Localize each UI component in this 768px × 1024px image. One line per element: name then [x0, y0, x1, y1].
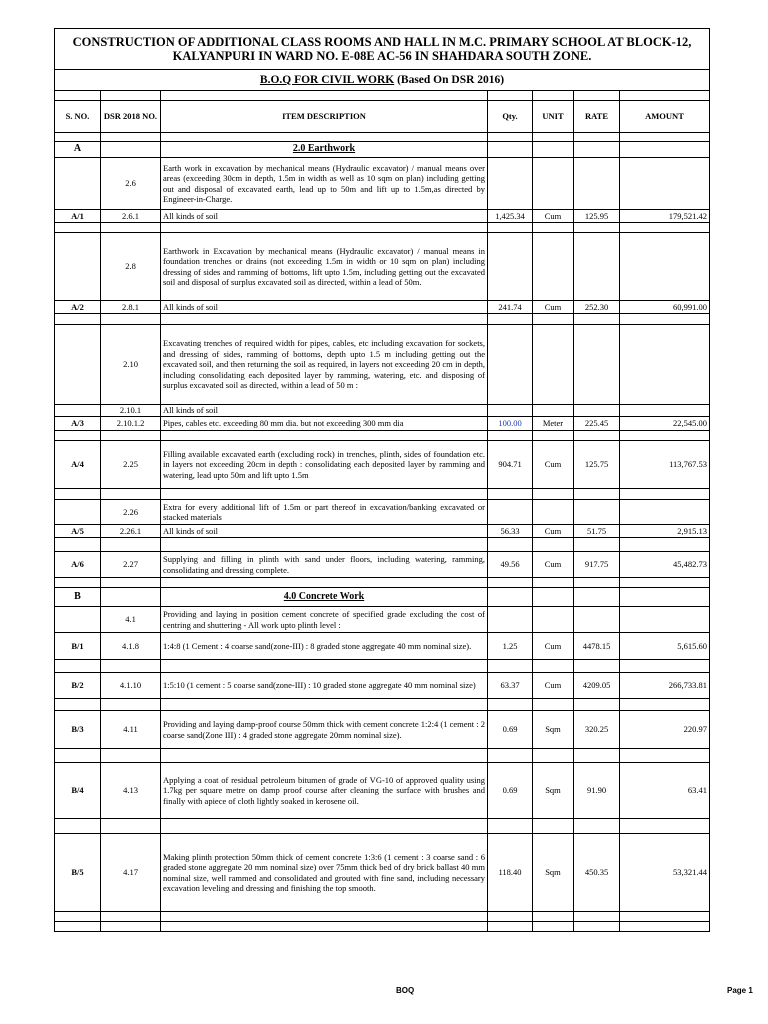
cell-amount	[620, 578, 710, 588]
cell-sno	[55, 233, 101, 301]
cell-rate: 320.25	[574, 711, 620, 749]
col-header-unit: UNIT	[533, 101, 574, 133]
cell-sno: A/3	[55, 417, 101, 431]
spacer-row	[55, 489, 710, 500]
cell-qty	[488, 578, 533, 588]
cell-description: Supplying and filling in plinth with sand under floors, including watering, ramming, consolidating and dressing complete.	[161, 552, 488, 578]
cell-amount	[620, 819, 710, 834]
cell-amount	[620, 223, 710, 233]
table-row	[55, 607, 710, 633]
cell-sno: A/4	[55, 441, 101, 489]
cell-sno	[55, 158, 101, 210]
cell-dsr	[101, 223, 161, 233]
cell-rate	[574, 223, 620, 233]
cell-description: 1:4:8 (1 Cement : 4 coarse sand(zone-III) : 8 graded stone aggregate 40 mm nominal size).	[161, 633, 488, 660]
cell-dsr: 2.27	[101, 552, 161, 578]
cell-amount: 220.97	[620, 711, 710, 749]
cell-sno	[55, 922, 101, 932]
cell-amount	[620, 405, 710, 417]
cell-description: Earthwork in Excavation by mechanical means (Hydraulic excavator) / manual means in foundation trenches or drains (not exceeding 1.5m in width or 10 sqm on plan) including dressing of sides and ramming of bottoms, lift upto 1.5m, including getting out the excavated soil and disposal of surplus excavated soil as directed, within a lead of 50m.	[161, 233, 488, 301]
cell-rate	[574, 588, 620, 607]
spacer-row	[55, 922, 710, 932]
cell-qty	[488, 749, 533, 763]
cell-qty	[488, 142, 533, 158]
cell-unit: Sqm	[533, 763, 574, 819]
cell-rate	[574, 749, 620, 763]
cell-amount: 53,321.44	[620, 834, 710, 912]
spacer-row	[55, 699, 710, 711]
cell-description	[161, 489, 488, 500]
cell-qty: 904.71	[488, 441, 533, 489]
table-row	[55, 158, 710, 210]
cell-dsr: 2.8	[101, 233, 161, 301]
section-row	[55, 142, 710, 158]
cell-description: Earth work in excavation by mechanical means (Hydraulic excavator) / manual means over areas (exceeding 30cm in depth, 1.5m in width as well as 10 sqm on plan) including getting out and disposal of excavated earth, lead up to 50m and lift up to 1.5m,as directed by Engineer-in-Charge.	[161, 158, 488, 210]
cell-dsr	[101, 912, 161, 922]
cell-amount: 45,482.73	[620, 552, 710, 578]
table-row	[55, 834, 710, 912]
cell-rate: 91.90	[574, 763, 620, 819]
cell-unit: Cum	[533, 441, 574, 489]
cell-amount	[620, 749, 710, 763]
cell-description	[161, 223, 488, 233]
cell-dsr: 4.1	[101, 607, 161, 633]
boq-sheet	[54, 28, 709, 956]
cell-rate	[574, 699, 620, 711]
title-row	[55, 29, 710, 70]
cell-description: Filling available excavated earth (excluding rock) in trenches, plinth, sides of foundation etc. in layers not exceeding 20cm in depth : consolidating each deposited layer by ramming and watering, lead upto 50m and lift upto 1.5m	[161, 441, 488, 489]
cell-sno: A	[55, 142, 101, 158]
cell-sno	[55, 538, 101, 552]
cell-qty	[488, 922, 533, 932]
cell-qty: 49.56	[488, 552, 533, 578]
cell-sno	[55, 912, 101, 922]
cell-dsr	[101, 578, 161, 588]
cell-unit	[533, 314, 574, 325]
cell-unit	[533, 489, 574, 500]
cell-description: All kinds of soil	[161, 301, 488, 314]
cell-amount: 266,733.81	[620, 673, 710, 699]
cell-description	[161, 538, 488, 552]
cell-sno: A/1	[55, 210, 101, 223]
cell-unit	[533, 588, 574, 607]
table-row	[55, 673, 710, 699]
cell-sno	[55, 133, 101, 142]
cell-amount	[620, 133, 710, 142]
cell-unit: Cum	[533, 633, 574, 660]
cell-sno: A/5	[55, 525, 101, 538]
boq-title-main: B.O.Q FOR CIVIL WORK	[259, 73, 395, 86]
cell-qty	[488, 314, 533, 325]
cell-amount	[620, 158, 710, 210]
boq-title-suffix: (Based On DSR 2016)	[394, 73, 505, 86]
cell-qty	[488, 607, 533, 633]
cell-sno	[55, 699, 101, 711]
cell-dsr: 2.8.1	[101, 301, 161, 314]
cell-sno	[55, 489, 101, 500]
cell-qty: 100.00	[488, 417, 533, 431]
cell-dsr: 2.26	[101, 500, 161, 525]
cell-description	[161, 749, 488, 763]
col-header-rate: RATE	[574, 101, 620, 133]
cell-qty	[488, 233, 533, 301]
cell-rate: 4209.05	[574, 673, 620, 699]
cell-description	[161, 133, 488, 142]
cell-dsr: 2.6	[101, 158, 161, 210]
cell-amount	[620, 314, 710, 325]
table-row	[55, 417, 710, 431]
table-row	[55, 525, 710, 538]
cell-qty	[488, 588, 533, 607]
cell-amount	[620, 142, 710, 158]
cell-dsr	[101, 749, 161, 763]
cell-dsr: 2.10.1.2	[101, 417, 161, 431]
section-row	[55, 588, 710, 607]
cell-amount: 113,767.53	[620, 441, 710, 489]
cell-amount: 2,915.13	[620, 525, 710, 538]
cell-qty	[488, 500, 533, 525]
cell-dsr: 4.17	[101, 834, 161, 912]
cell-qty	[488, 819, 533, 834]
cell-rate	[574, 922, 620, 932]
cell-unit: Cum	[533, 301, 574, 314]
cell-amount	[620, 607, 710, 633]
cell-sno	[55, 607, 101, 633]
cell-description: All kinds of soil	[161, 525, 488, 538]
cell-sno	[55, 819, 101, 834]
cell-qty	[488, 405, 533, 417]
cell-rate	[574, 133, 620, 142]
cell-rate	[574, 538, 620, 552]
cell-amount: 63.41	[620, 763, 710, 819]
cell-unit	[533, 431, 574, 441]
cell-rate: 450.35	[574, 834, 620, 912]
cell-rate	[574, 912, 620, 922]
spacer-row	[55, 314, 710, 325]
cell-unit	[533, 405, 574, 417]
cell-rate	[574, 819, 620, 834]
table-row	[55, 233, 710, 301]
cell-sno: B/4	[55, 763, 101, 819]
cell-description	[161, 912, 488, 922]
cell-sno	[55, 500, 101, 525]
cell-amount	[620, 489, 710, 500]
cell-description	[161, 431, 488, 441]
cell-description: All kinds of soil	[161, 210, 488, 223]
cell-amount: 5,615.60	[620, 633, 710, 660]
cell-qty	[488, 223, 533, 233]
cell-unit: Cum	[533, 552, 574, 578]
cell-description: Excavating trenches of required width for pipes, cables, etc including excavation for sockets, and dressing of sides, ramming of bottoms, depth upto 1.5 m including getting out the excavated soil, and then returning the soil as required, in layers not exceeding 20 cm in depth, including consolidating each deposited layer by ramming, watering, etc. and disposing of surplus excavated soil as directed, within a lead of 50 m :	[161, 325, 488, 405]
col-header-amount: AMOUNT	[620, 101, 710, 133]
cell-unit	[533, 133, 574, 142]
cell-unit	[533, 578, 574, 588]
table-row	[55, 405, 710, 417]
cell-rate	[574, 405, 620, 417]
cell-amount	[620, 922, 710, 932]
cell-description	[161, 314, 488, 325]
table-row	[55, 500, 710, 525]
cell-unit: Cum	[533, 210, 574, 223]
cell-sno: B/5	[55, 834, 101, 912]
cell-amount: 60,991.00	[620, 301, 710, 314]
cell-dsr	[101, 431, 161, 441]
cell-qty	[488, 133, 533, 142]
cell-dsr	[101, 314, 161, 325]
cell-sno	[55, 578, 101, 588]
cell-unit	[533, 922, 574, 932]
cell-unit	[533, 158, 574, 210]
cell-amount: 22,545.00	[620, 417, 710, 431]
cell-qty: 118.40	[488, 834, 533, 912]
cell-rate	[574, 431, 620, 441]
table-row	[55, 711, 710, 749]
cell-unit	[533, 538, 574, 552]
cell-dsr	[101, 538, 161, 552]
cell-dsr: 4.11	[101, 711, 161, 749]
cell-qty: 0.69	[488, 763, 533, 819]
cell-unit	[533, 660, 574, 673]
cell-unit	[533, 233, 574, 301]
cell-amount	[620, 233, 710, 301]
boq-title	[55, 70, 710, 91]
cell-description: Making plinth protection 50mm thick of cement concrete 1:3:6 (1 cement : 3 coarse sand : 6 graded stone aggregate 20 mm nominal size) over 75mm thick bed of dry brick ballast 40 mm nominal size, well rammed and consolidated and grouted with fine sand, including necessary excavation leveling and dressing and finishing the top smooth.	[161, 834, 488, 912]
cell-rate	[574, 314, 620, 325]
spacer-row	[55, 912, 710, 922]
cell-dsr: 2.10	[101, 325, 161, 405]
cell-qty: 1.25	[488, 633, 533, 660]
cell-sno	[55, 749, 101, 763]
spacer-row	[55, 538, 710, 552]
cell-sno	[55, 314, 101, 325]
cell-dsr: 2.26.1	[101, 525, 161, 538]
cell-rate: 4478.15	[574, 633, 620, 660]
cell-qty	[488, 158, 533, 210]
spacer-row	[55, 91, 710, 101]
cell-qty	[488, 325, 533, 405]
cell-dsr: 2.25	[101, 441, 161, 489]
cell-rate	[574, 500, 620, 525]
cell-qty: 56.33	[488, 525, 533, 538]
cell-amount	[620, 660, 710, 673]
cell-dsr	[101, 489, 161, 500]
cell-unit: Sqm	[533, 834, 574, 912]
cell-dsr: 4.13	[101, 763, 161, 819]
spacer-row	[55, 578, 710, 588]
cell-sno	[55, 223, 101, 233]
cell-sno: B/2	[55, 673, 101, 699]
table-row	[55, 210, 710, 223]
col-header-qty: Qty.	[488, 101, 533, 133]
cell-dsr: 4.1.8	[101, 633, 161, 660]
cell-rate	[574, 489, 620, 500]
cell-sno: B/3	[55, 711, 101, 749]
cell-description: 2.0 Earthwork	[161, 142, 488, 158]
cell-sno	[55, 660, 101, 673]
cell-description: Pipes, cables etc. exceeding 80 mm dia. but not exceeding 300 mm dia	[161, 417, 488, 431]
cell-rate: 917.75	[574, 552, 620, 578]
cell-sno: A/2	[55, 301, 101, 314]
table-row	[55, 301, 710, 314]
cell-unit: Meter	[533, 417, 574, 431]
cell-description: Extra for every additional lift of 1.5m or part thereof in excavation/banking excavated or stacked materials	[161, 500, 488, 525]
footer-label: BOQ	[396, 986, 415, 995]
cell-unit	[533, 142, 574, 158]
cell-amount	[620, 431, 710, 441]
cell-amount	[620, 699, 710, 711]
cell-unit	[533, 223, 574, 233]
cell-dsr	[101, 922, 161, 932]
cell-amount	[620, 500, 710, 525]
cell-description: Providing and laying in position cement concrete of specified grade excluding the cost of centring and shuttering - All work upto plinth level :	[161, 607, 488, 633]
cell-sno	[55, 431, 101, 441]
boq-title-row	[55, 70, 710, 91]
cell-sno: B	[55, 588, 101, 607]
cell-sno: B/1	[55, 633, 101, 660]
cell-amount	[620, 588, 710, 607]
cell-qty	[488, 431, 533, 441]
cell-unit	[533, 912, 574, 922]
spacer-row	[55, 660, 710, 673]
table-row	[55, 763, 710, 819]
cell-description: Applying a coat of residual petroleum bitumen of grade of VG-10 of approved quality using 1.7kg per square metre on damp proof course after cleaning the surface with brushes and finally with apiece of cloth lightly soaked in kerosene oil.	[161, 763, 488, 819]
cell-qty: 241.74	[488, 301, 533, 314]
cell-rate	[574, 233, 620, 301]
cell-amount	[620, 912, 710, 922]
cell-description: All kinds of soil	[161, 405, 488, 417]
cell-amount	[620, 538, 710, 552]
column-header-row	[55, 101, 710, 133]
cell-rate: 125.95	[574, 210, 620, 223]
cell-qty	[488, 538, 533, 552]
cell-rate	[574, 142, 620, 158]
cell-dsr	[101, 819, 161, 834]
cell-description: 1:5:10 (1 cement : 5 coarse sand(zone-III) : 10 graded stone aggregate 40 mm nominal size)	[161, 673, 488, 699]
spacer-row	[55, 431, 710, 441]
spacer-row	[55, 749, 710, 763]
cell-rate: 51.75	[574, 525, 620, 538]
cell-unit: Sqm	[533, 711, 574, 749]
cell-sno	[55, 325, 101, 405]
cell-dsr	[101, 699, 161, 711]
boq-table	[54, 28, 710, 932]
cell-description	[161, 578, 488, 588]
cell-rate	[574, 660, 620, 673]
table-row	[55, 552, 710, 578]
cell-amount	[620, 325, 710, 405]
table-row	[55, 441, 710, 489]
cell-qty: 0.69	[488, 711, 533, 749]
cell-dsr	[101, 588, 161, 607]
cell-unit	[533, 699, 574, 711]
cell-sno	[55, 405, 101, 417]
cell-amount: 179,521.42	[620, 210, 710, 223]
cell-qty	[488, 912, 533, 922]
cell-description	[161, 699, 488, 711]
cell-rate	[574, 607, 620, 633]
cell-description	[161, 660, 488, 673]
spacer-row	[55, 819, 710, 834]
cell-unit: Cum	[533, 525, 574, 538]
cell-description	[161, 819, 488, 834]
cell-qty: 63.37	[488, 673, 533, 699]
cell-qty	[488, 660, 533, 673]
cell-rate	[574, 158, 620, 210]
cell-unit	[533, 607, 574, 633]
cell-rate: 252.30	[574, 301, 620, 314]
document-title: CONSTRUCTION OF ADDITIONAL CLASS ROOMS AND HALL IN M.C. PRIMARY SCHOOL AT BLOCK-12, KALYANPURI IN WARD NO. E-08E AC-56 IN SHAHDARA SOUTH ZONE.	[55, 29, 710, 70]
col-header-description: ITEM DESCRIPTION	[161, 101, 488, 133]
cell-sno: A/6	[55, 552, 101, 578]
spacer-row	[55, 223, 710, 233]
cell-dsr: 2.6.1	[101, 210, 161, 223]
cell-unit	[533, 325, 574, 405]
cell-rate	[574, 578, 620, 588]
col-header-sno: S. NO.	[55, 101, 101, 133]
page-number: Page 1	[727, 986, 753, 995]
cell-description: Providing and laying damp-proof course 50mm thick with cement concrete 1:2:4 (1 cement : 2 coarse sand(Zone III) : 4 graded stone aggregate 20mm nominal size).	[161, 711, 488, 749]
cell-rate: 125.75	[574, 441, 620, 489]
cell-unit	[533, 500, 574, 525]
col-header-dsr: DSR 2018 NO.	[101, 101, 161, 133]
table-row	[55, 633, 710, 660]
cell-description: 4.0 Concrete Work	[161, 588, 488, 607]
cell-qty	[488, 489, 533, 500]
cell-unit	[533, 749, 574, 763]
cell-qty: 1,425.34	[488, 210, 533, 223]
cell-dsr	[101, 133, 161, 142]
cell-qty	[488, 699, 533, 711]
cell-dsr: 4.1.10	[101, 673, 161, 699]
cell-unit	[533, 819, 574, 834]
cell-unit: Cum	[533, 673, 574, 699]
cell-dsr	[101, 660, 161, 673]
cell-dsr: 2.10.1	[101, 405, 161, 417]
spacer-row	[55, 133, 710, 142]
table-row	[55, 325, 710, 405]
cell-rate: 225.45	[574, 417, 620, 431]
cell-rate	[574, 325, 620, 405]
cell-description	[161, 922, 488, 932]
cell-dsr	[101, 142, 161, 158]
